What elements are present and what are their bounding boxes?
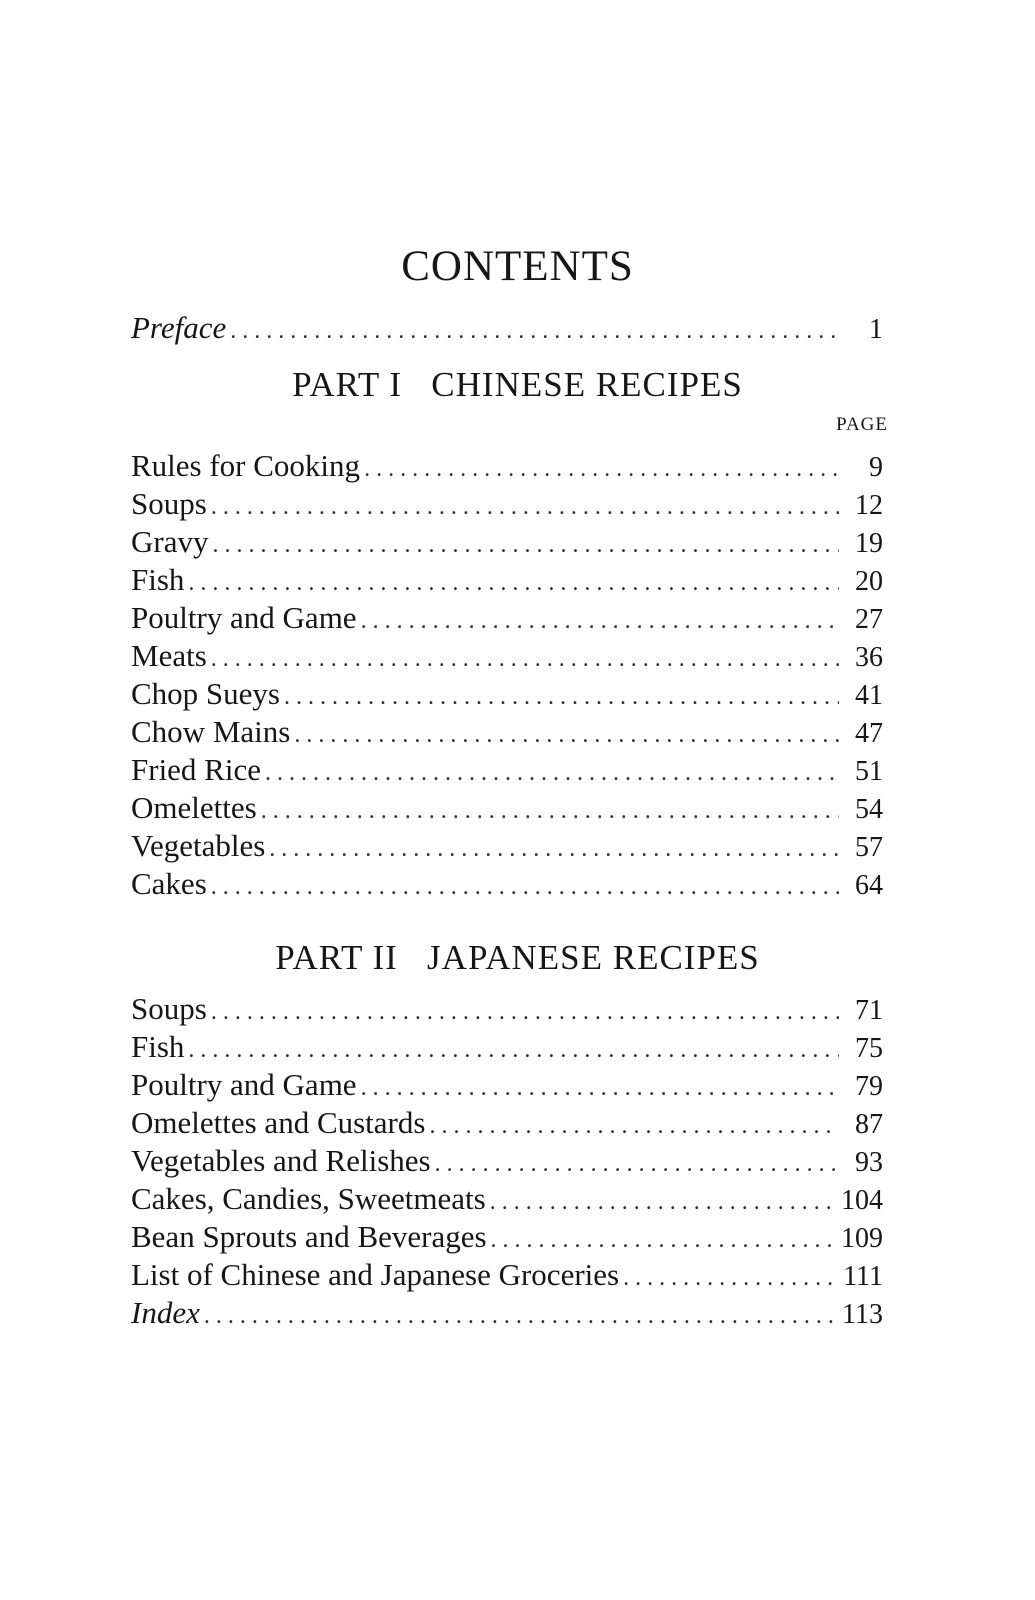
toc-entry [131,751,883,789]
dot-leader [212,526,839,564]
toc-entry-label: Soups [131,486,207,521]
toc-entry-page: 12 [855,490,883,521]
toc-entry-label: Vegetables and Relishes [131,1143,431,1178]
dot-leader [211,868,839,906]
dot-leader [364,450,839,488]
toc-entry [131,675,883,713]
toc-entry-page: 20 [855,566,883,597]
toc-entry-page: 93 [855,1147,883,1178]
toc-entry [131,637,883,675]
toc-entry-label: Poultry and Game [131,1067,357,1102]
toc-entry-label: Omelettes and Custards [131,1105,426,1140]
toc-entry-page: 36 [855,642,883,673]
toc-entry-page: 9 [869,452,883,483]
toc-entry-page: 51 [855,756,883,787]
toc-entry-label: Soups [131,991,207,1026]
toc-entry [131,1066,883,1104]
toc-entry-label: Fried Rice [131,752,261,787]
toc-entry-page: 57 [855,832,883,863]
dot-leader [269,830,839,868]
toc-entry-page: 75 [855,1033,883,1064]
dot-leader [230,312,839,350]
toc-entry-label: Meats [131,638,207,673]
toc-entry [131,1142,883,1180]
toc-entry [131,599,883,637]
toc-entry-label: Omelettes [131,790,257,825]
toc-entry-label: Bean Sprouts and Beverages [131,1219,487,1254]
toc-entry [131,713,883,751]
toc-entry-index [131,1294,883,1332]
dot-leader [188,564,839,602]
toc-entry [131,1256,883,1294]
toc-entry [131,990,883,1028]
toc-entry-page: 104 [841,1185,883,1216]
dot-leader [211,488,839,526]
toc-entry [131,523,883,561]
toc-entry-label: List of Chinese and Japanese Groceries [131,1257,620,1292]
toc-entry-page: 87 [855,1109,883,1140]
toc-entry [131,561,883,599]
toc-entry-label: Preface [131,310,227,345]
toc-entry [131,447,883,485]
toc-entry [131,1104,883,1142]
dot-leader [204,1297,836,1335]
toc-entry-page: 71 [855,995,883,1026]
toc-entry [131,1180,883,1218]
toc-entry-page: 64 [855,870,883,901]
dot-leader [490,1183,835,1221]
toc-entry-label: Gravy [131,524,209,559]
page-title: CONTENTS [401,243,634,290]
toc-entry-label: Fish [131,562,185,597]
toc-entry-label: Chow Mains [131,714,291,749]
dot-leader [361,602,839,640]
dot-leader [265,754,839,792]
toc-entry-label: Index [131,1295,200,1330]
toc-entry-page: 54 [855,794,883,825]
toc-entry-label: Rules for Cooking [131,448,361,483]
toc-entry-page: 113 [842,1299,883,1330]
toc-entry-label: Vegetables [131,828,266,863]
dot-leader [491,1221,835,1259]
toc-entry-page: 27 [855,604,883,635]
toc-entry-page: 19 [855,528,883,559]
dot-leader [435,1145,839,1183]
toc-entry-page: 109 [841,1223,883,1254]
toc-entry-label: Chop Sueys [131,676,280,711]
toc-entry [131,789,883,827]
part-1-heading: PART I CHINESE RECIPES [292,365,743,404]
toc-entry-page: 41 [855,680,883,711]
toc-entry-page: 1 [869,314,883,345]
toc-entry-label: Cakes [131,866,207,901]
toc-entry-label: Cakes, Candies, Sweetmeats [131,1181,486,1216]
toc-entry-page: 111 [843,1261,883,1292]
toc-entry-page: 47 [855,718,883,749]
dot-leader [211,640,839,678]
dot-leader [261,792,839,830]
toc-entry [131,1028,883,1066]
toc-entry-page: 79 [855,1071,883,1102]
toc-entry-preface [131,309,883,347]
part-2-heading: PART II JAPANESE RECIPES [275,938,760,977]
toc-entry-label: Poultry and Game [131,600,357,635]
dot-leader [284,678,839,716]
dot-leader [429,1107,839,1145]
toc-entry [131,827,883,865]
toc-entry [131,1218,883,1256]
dot-leader [211,993,839,1031]
dot-leader [361,1069,839,1107]
page-column-label: PAGE [836,414,888,435]
toc-entry-label: Fish [131,1029,185,1064]
dot-leader [623,1259,837,1297]
dot-leader [188,1031,839,1069]
dot-leader [294,716,839,754]
toc-entry [131,865,883,903]
toc-entry [131,485,883,523]
